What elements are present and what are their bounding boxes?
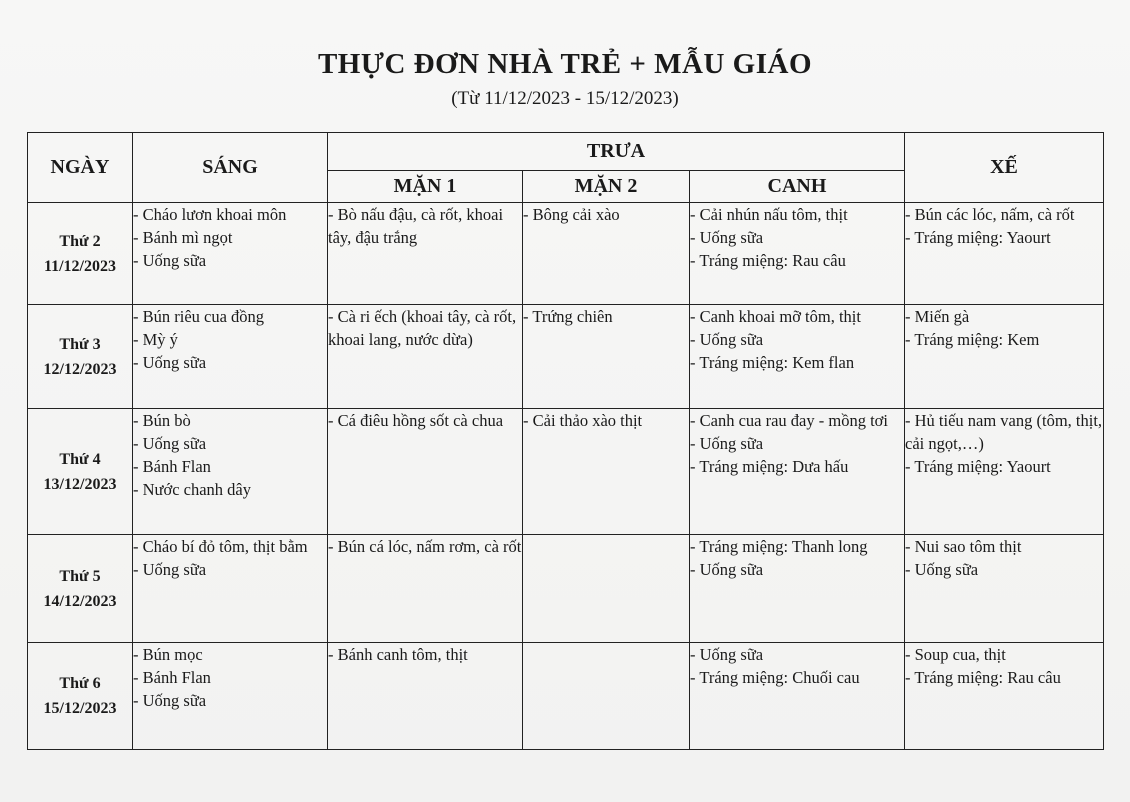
- morning-cell: [133, 203, 328, 305]
- table-row: [28, 409, 1104, 535]
- header-salty-2: MẶN 2: [523, 171, 690, 203]
- soup-cell: [690, 305, 905, 409]
- date-range-subtitle: (Từ 11/12/2023 - 15/12/2023): [451, 88, 679, 109]
- salty-1-cell: [328, 643, 523, 750]
- menu-item: - Canh cua rau đay - mồng tơi: [690, 411, 888, 430]
- menu-item: - Bông cải xào: [523, 205, 620, 224]
- menu-item: - Uống sữa: [690, 228, 764, 247]
- header-salty-1: MẶN 1: [328, 171, 523, 203]
- menu-item: - Bún riêu cua đồng: [133, 307, 265, 326]
- menu-item: - Cháo bí đỏ tôm, thịt bằm: [133, 537, 308, 556]
- menu-item: - Cải nhún nấu tôm, thịt: [690, 205, 848, 224]
- day-cell: [28, 409, 133, 535]
- afternoon-cell: [905, 203, 1104, 305]
- table-row: [28, 535, 1104, 643]
- menu-item: - Nước chanh dây: [133, 480, 251, 499]
- menu-item: - Bánh canh tôm, thịt: [328, 645, 468, 664]
- menu-item: - Bún mọc: [133, 645, 203, 664]
- menu-item: - Bún bò: [133, 411, 191, 430]
- soup-cell: [690, 203, 905, 305]
- menu-item: - Bánh Flan: [133, 457, 211, 476]
- menu-item: - Tráng miệng: Yaourt: [905, 228, 1051, 247]
- menu-item: - Tráng miệng: Dưa hấu: [690, 457, 849, 476]
- menu-item: - Tráng miệng: Thanh long: [690, 537, 868, 556]
- day-date: 15/12/2023: [43, 700, 117, 717]
- menu-item: - Tráng miệng: Rau câu: [690, 251, 846, 270]
- day-date: 12/12/2023: [43, 360, 117, 378]
- day-label: Thứ 5: [59, 567, 101, 585]
- header-day: NGÀY: [28, 133, 133, 203]
- menu-item: - Uống sữa: [690, 645, 764, 664]
- header-morning: SÁNG: [133, 133, 328, 203]
- day-cell: [28, 643, 133, 750]
- table-row: [28, 203, 1104, 305]
- menu-item: - Bún các lóc, nấm, cà rốt: [905, 205, 1075, 224]
- menu-item: - Bánh mì ngọt: [133, 228, 233, 247]
- day-date: 11/12/2023: [43, 257, 116, 275]
- menu-item: - Tráng miệng: Yaourt: [905, 457, 1051, 476]
- menu-item: - Trứng chiên: [523, 307, 613, 326]
- menu-item: - Uống sữa: [690, 560, 764, 579]
- salty-1-cell: [328, 203, 523, 305]
- day-cell: [28, 203, 133, 305]
- salty-2-cell: [523, 643, 690, 750]
- menu-item: - Canh khoai mỡ tôm, thịt: [690, 307, 861, 326]
- afternoon-cell: [905, 535, 1104, 643]
- menu-item: - Tráng miệng: Kem: [905, 330, 1040, 349]
- header-lunch: TRƯA: [328, 133, 905, 171]
- afternoon-cell: [905, 643, 1104, 750]
- menu-item: - Uống sữa: [133, 434, 207, 453]
- menu-item: - Tráng miệng: Kem flan: [690, 353, 855, 372]
- soup-cell: [690, 535, 905, 643]
- salty-2-cell: [523, 535, 690, 643]
- menu-item: - Tráng miệng: Rau câu: [905, 668, 1061, 687]
- morning-cell: [133, 643, 328, 750]
- salty-1-cell: [328, 535, 523, 643]
- soup-cell: [690, 643, 905, 750]
- menu-item: - Bánh Flan: [133, 668, 211, 687]
- soup-cell: [690, 409, 905, 535]
- salty-2-cell: [523, 305, 690, 409]
- morning-cell: [133, 535, 328, 643]
- menu-item: - Cháo lươn khoai môn: [133, 205, 287, 224]
- menu-item: - Cà ri ếch (khoai tây, cà rốt, khoai lang, nước dừa): [328, 307, 517, 349]
- page-title: THỰC ĐƠN NHÀ TRẺ + MẪU GIÁO: [317, 48, 813, 80]
- menu-item: - Uống sữa: [690, 330, 764, 349]
- day-label: Thứ 4: [59, 450, 101, 468]
- menu-item: - Uống sữa: [690, 434, 764, 453]
- day-date: 14/12/2023: [43, 592, 117, 610]
- day-date: 13/12/2023: [43, 475, 117, 493]
- salty-2-cell: [523, 409, 690, 535]
- table-row: [28, 643, 1104, 750]
- salty-2-cell: [523, 203, 690, 305]
- menu-item: - Uống sữa: [133, 353, 207, 372]
- menu-item: - Uống sữa: [905, 560, 979, 579]
- salty-1-cell: [328, 305, 523, 409]
- menu-item: - Bún cá lóc, nấm rơm, cà rốt: [328, 537, 522, 556]
- menu-item: - Soup cua, thịt: [905, 645, 1006, 664]
- day-label: Thứ 3: [59, 335, 101, 353]
- morning-cell: [133, 409, 328, 535]
- menu-item: - Tráng miệng: Chuối cau: [690, 668, 860, 687]
- day-cell: [28, 535, 133, 643]
- day-label: Thứ 2: [59, 232, 101, 250]
- menu-item: - Cá điêu hồng sốt cà chua: [328, 411, 504, 430]
- day-label: Thứ 6: [59, 675, 101, 692]
- header-soup: CANH: [690, 171, 905, 203]
- menu-item: - Uống sữa: [133, 691, 207, 710]
- salty-1-cell: [328, 409, 523, 535]
- menu-item: - Uống sữa: [133, 560, 207, 579]
- menu-item: - Bò nấu đậu, cà rốt, khoai tây, đậu trắng: [328, 205, 504, 247]
- menu-item: - Nui sao tôm thịt: [905, 537, 1022, 556]
- weekly-menu-table: [27, 132, 1104, 750]
- menu-item: - Miến gà: [905, 307, 970, 326]
- header-afternoon: XẾ: [905, 133, 1104, 203]
- table-row: [28, 305, 1104, 409]
- day-cell: [28, 305, 133, 409]
- menu-item: - Cải thảo xào thịt: [523, 411, 643, 430]
- afternoon-cell: [905, 409, 1104, 535]
- afternoon-cell: [905, 305, 1104, 409]
- menu-item: - Uống sữa: [133, 251, 207, 270]
- morning-cell: [133, 305, 328, 409]
- menu-item: - Mỳ ý: [133, 330, 178, 349]
- menu-item: - Hủ tiếu nam vang (tôm, thịt, cải ngọt,…): [905, 411, 1103, 453]
